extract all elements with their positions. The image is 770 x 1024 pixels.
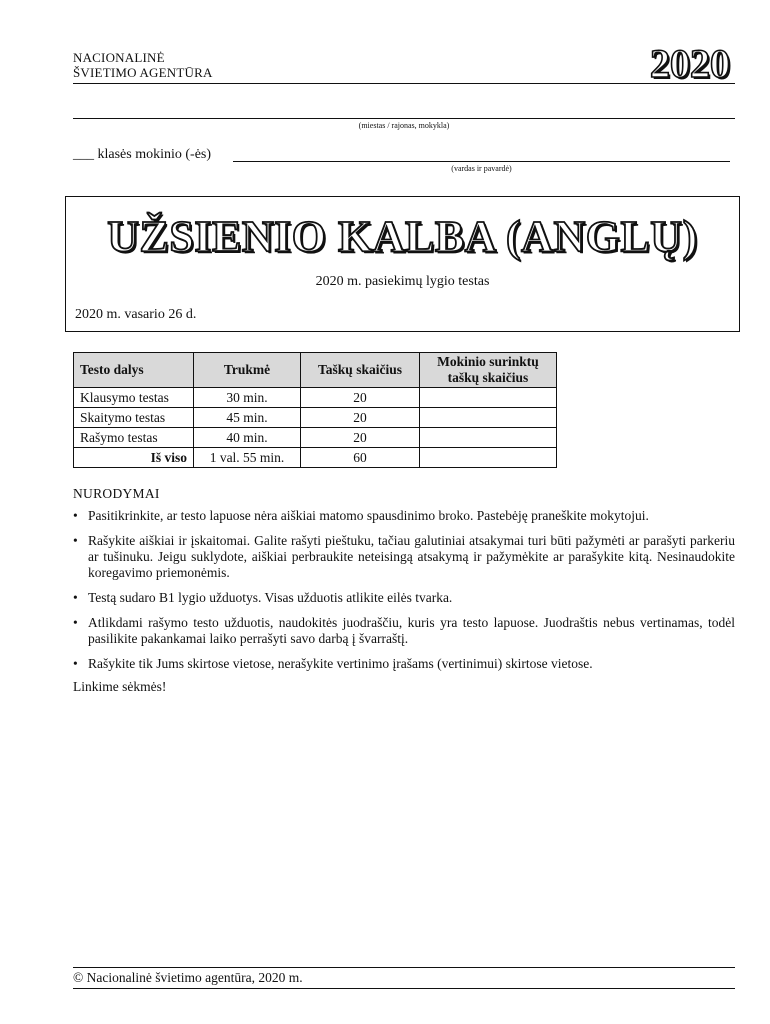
footer-rule-bottom (73, 988, 735, 989)
cell-total-student-points[interactable] (420, 448, 557, 468)
list-item (73, 508, 735, 524)
table-header-row (74, 353, 557, 388)
col-header-student-points: Mokinio surinktų taškų skaičius (420, 353, 557, 388)
agency-line-1: NACIONALINĖ (73, 50, 165, 65)
bullet-icon: • (73, 508, 78, 523)
bullet-icon: • (73, 590, 78, 605)
exam-title: UŽSIENIO KALBA (ANGLŲ) (107, 212, 698, 261)
col-header-duration: Trukmė (194, 353, 301, 388)
class-label: ___ klasės mokinio (-ės) (73, 147, 212, 162)
name-line[interactable] (233, 161, 730, 162)
cell-duration: 30 min. (194, 388, 301, 408)
school-line[interactable] (73, 118, 735, 119)
cell-student-points[interactable] (420, 408, 557, 428)
cell-points: 20 (301, 408, 420, 428)
col-header-points: Taškų skaičius (301, 353, 420, 388)
table-row (74, 428, 557, 448)
list-item (73, 533, 735, 581)
closing-text: Linkime sėkmės! (73, 679, 167, 694)
instructions-list (73, 508, 735, 672)
list-item (73, 615, 735, 647)
list-item (73, 590, 735, 606)
school-caption: (miestas / rajonas, mokykla) (358, 121, 450, 130)
table-row (74, 408, 557, 428)
cell-total-duration: 1 val. 55 min. (194, 448, 301, 468)
exam-year: 2020 (650, 41, 730, 86)
header-rule (73, 83, 735, 84)
col-header-parts: Testo dalys (74, 353, 194, 388)
cell-duration: 40 min. (194, 428, 301, 448)
instructions-heading: NURODYMAI (73, 486, 160, 501)
cell-student-points[interactable] (420, 428, 557, 448)
instruction-text: Rašykite aiškiai ir įskaitomai. Galite rašyti pieštuku, tačiau galutiniai atsakymai turi būti pažymėti ar parašyti parkeriu ar tušinuku. Jeigu suklydote, aiškiai perbraukite neteisingą atsakymą ir pažymėkite ar parašykite kitą. Nesinaudokite koregavimo priemonėmis. (88, 533, 735, 580)
bullet-icon: • (73, 533, 78, 548)
instruction-text: Atlikdami rašymo testo užduotis, naudokitės juodraščiu, kuris yra testo lapuose. Juodraštis nebus vertinamas, todėl pasilikite pakankamai laiko perrašyti savo darbą į švarraštį. (88, 615, 735, 646)
bullet-icon: • (73, 615, 78, 630)
cell-total-label: Iš viso (74, 448, 194, 468)
instructions (73, 486, 735, 695)
cell-part: Rašymo testas (74, 428, 194, 448)
cell-duration: 45 min. (194, 408, 301, 428)
bullet-icon: • (73, 656, 78, 671)
score-table (73, 352, 557, 468)
exam-date: 2020 m. vasario 26 d. (75, 307, 197, 322)
footer-rule-top (73, 967, 735, 968)
cell-student-points[interactable] (420, 388, 557, 408)
table-total-row (74, 448, 557, 468)
instruction-text: Testą sudaro B1 lygio užduotys. Visas užduotis atlikite eilės tvarka. (88, 590, 453, 605)
table-row (74, 388, 557, 408)
instruction-text: Pasitikrinkite, ar testo lapuose nėra aiškiai matomo spausdinimo broko. Pastebėję praneškite mokytojui. (88, 508, 649, 523)
cell-total-points: 60 (301, 448, 420, 468)
title-box (65, 196, 740, 332)
agency-name (73, 50, 213, 80)
copyright: © Nacionalinė švietimo agentūra, 2020 m. (73, 970, 303, 985)
cell-points: 20 (301, 428, 420, 448)
agency-line-2: ŠVIETIMO AGENTŪRA (73, 65, 213, 80)
name-caption: (vardas ir pavardė) (451, 164, 512, 173)
cell-part: Skaitymo testas (74, 408, 194, 428)
exam-subtitle: 2020 m. pasiekimų lygio testas (315, 274, 490, 289)
instruction-text: Rašykite tik Jums skirtose vietose, nerašykite vertinimo įrašams (vertinimui) skirtose vietose. (88, 656, 593, 671)
cell-points: 20 (301, 388, 420, 408)
cell-part: Klausymo testas (74, 388, 194, 408)
list-item (73, 656, 735, 672)
